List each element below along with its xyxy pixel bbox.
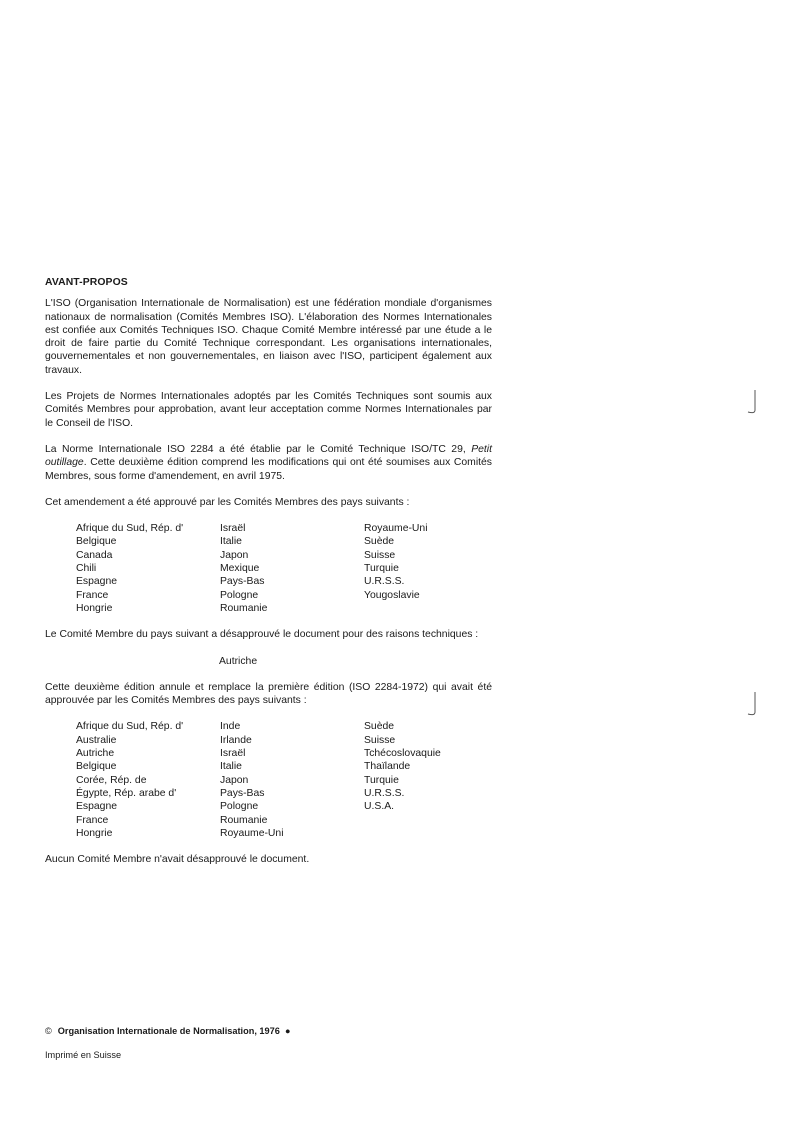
copyright-notice: [45, 1026, 290, 1036]
paragraph-iso-intro: L'ISO (Organisation Internationale de Normalisation) est une fédération mondiale d'organismes nationaux de normalisation (Comités Membres ISO). L'élaboration des Normes Internationales est confiée aux Comités Techniques ISO. Chaque Comité Membre intéressé par une étude a le droit de faire partie du Comité Technique correspondant. Les organisations internationales, gouvernementales et non gouvernementales, en liaison avec l'ISO, participent également aux travaux.: [45, 298, 492, 376]
paragraph-standard-origin: [45, 443, 492, 483]
country-item: Italie: [220, 761, 242, 773]
country-item: Italie: [220, 536, 242, 548]
country-item: Australie: [76, 734, 117, 746]
country-item: Roumanie: [220, 814, 268, 826]
country-item: Inde: [220, 721, 241, 733]
bullet-icon: ●: [284, 1026, 291, 1036]
country-column-1: [76, 720, 220, 840]
country-item: Pologne: [220, 801, 259, 813]
paragraph-standard-origin-part1: La Norme Internationale ISO 2284 a été établie par le Comité Technique ISO/TC 29,: [45, 443, 472, 455]
country-item: Irlande: [220, 734, 252, 746]
country-item: Royaume-Uni: [220, 827, 284, 839]
country-item: Afrique du Sud, Rép. d': [76, 721, 184, 733]
country-item: Turquie: [364, 563, 399, 575]
country-column-3: [364, 522, 508, 615]
country-item: Japon: [220, 549, 249, 561]
country-item: Hongrie: [76, 827, 113, 839]
country-item: Espagne: [76, 801, 118, 813]
country-item: Royaume-Uni: [364, 523, 428, 535]
country-item: France: [76, 814, 109, 826]
country-item: Roumanie: [220, 602, 268, 614]
binding-mark-icon: [744, 388, 756, 418]
country-item: Égypte, Rép. arabe d': [76, 787, 177, 799]
foreword-section: [45, 276, 492, 879]
country-item: U.R.S.S.: [364, 576, 405, 588]
country-item: France: [76, 589, 109, 601]
committee-name: Petit outillage: [45, 443, 492, 469]
country-item: Espagne: [76, 576, 118, 588]
country-list-first-edition: [76, 720, 492, 840]
country-item: Israël: [220, 523, 246, 535]
country-item: Suède: [364, 721, 395, 733]
country-item: Suisse: [364, 734, 396, 746]
binding-mark-icon: [744, 690, 756, 720]
copyright-icon: ©: [45, 1026, 52, 1036]
country-item: Corée, Rép. de: [76, 774, 147, 786]
country-column-1: [76, 522, 220, 615]
country-list-amendment: [76, 522, 492, 615]
country-item: Hongrie: [76, 602, 113, 614]
printed-location: Imprimé en Suisse: [45, 1050, 122, 1060]
copyright-text: Organisation Internationale de Normalisation, 1976: [57, 1026, 280, 1036]
country-item: Canada: [76, 549, 113, 561]
paragraph-amendment-approval: Cet amendement a été approuvé par les Comités Membres des pays suivants :: [45, 496, 410, 508]
country-item: Chili: [76, 563, 97, 575]
country-item: Pays-Bas: [220, 787, 265, 799]
country-item: Japon: [220, 774, 249, 786]
country-item: Belgique: [76, 761, 117, 773]
country-item: Autriche: [76, 748, 115, 760]
paragraph-standard-origin-part2: . Cette deuxième édition comprend les modifications qui ont été soumises aux Comités Membres, sous forme d'amendement, en avril 1975.: [45, 457, 492, 482]
paragraph-no-disapproval: Aucun Comité Membre n'avait désapprouvé le document.: [45, 854, 310, 866]
disapproving-country: Autriche: [219, 655, 258, 667]
country-item: Pays-Bas: [220, 576, 265, 588]
country-item: Afrique du Sud, Rép. d': [76, 523, 184, 535]
country-item: Belgique: [76, 536, 117, 548]
paragraph-draft-standards: Les Projets de Normes Internationales adoptés par les Comités Techniques sont soumis aux Comités Membres pour approbation, avant leur acceptation comme Normes Internationales par le Conseil de l'ISO.: [45, 391, 492, 429]
country-item: Pologne: [220, 589, 259, 601]
country-item: Israël: [220, 748, 246, 760]
country-item: Tchécoslovaquie: [364, 748, 441, 760]
country-column-2: [220, 720, 364, 840]
country-item: U.R.S.S.: [364, 787, 405, 799]
country-column-3: [364, 720, 508, 840]
paragraph-previous-edition: Cette deuxième édition annule et remplace la première édition (ISO 2284-1972) qui avait été approuvée par les Comités Membres des pays suivants :: [45, 681, 492, 707]
country-item: Suède: [364, 536, 395, 548]
country-item: U.S.A.: [364, 801, 395, 813]
page-title: AVANT-PROPOS: [45, 277, 128, 288]
country-item: Suisse: [364, 549, 396, 561]
paragraph-disapproval: Le Comité Membre du pays suivant a désapprouvé le document pour des raisons techniques :: [45, 629, 479, 641]
country-item: Mexique: [220, 563, 260, 575]
country-item: Turquie: [364, 774, 399, 786]
country-item: Thaïlande: [364, 761, 411, 773]
country-column-2: [220, 522, 364, 615]
country-item: Yougoslavie: [364, 589, 420, 601]
